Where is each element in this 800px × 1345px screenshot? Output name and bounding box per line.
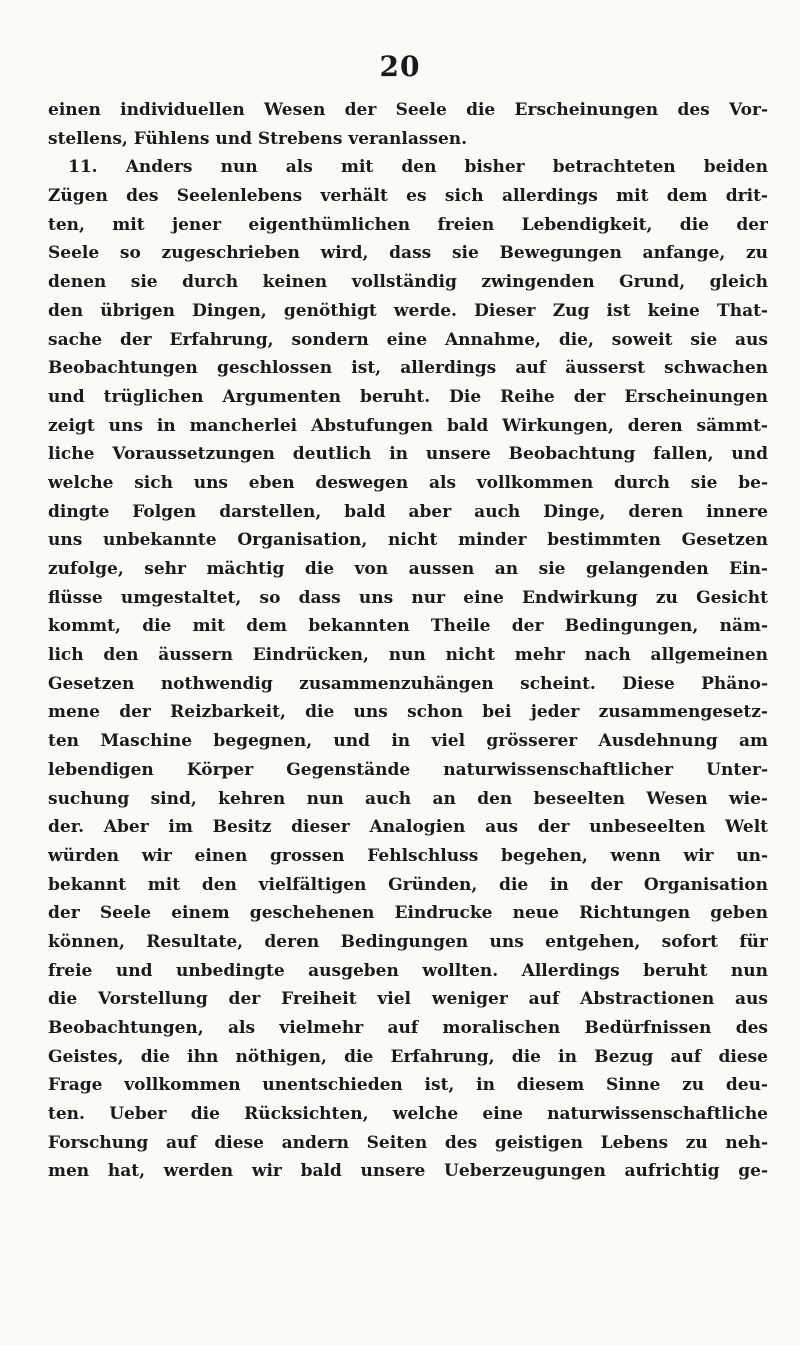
text-line: einen individuellen Wesen der Seele die Erscheinungen des Vor- — [48, 100, 768, 120]
text-line: kommt, die mit dem bekannten Theile der Bedingungen, näm- — [48, 616, 768, 637]
text-line: den übrigen Dingen, genöthigt werde. Dieser Zug ist keine That- — [48, 300, 768, 321]
text-line: Seele so zugeschrieben wird, dass sie Bewegungen anfange, zu — [48, 243, 768, 264]
text-line: Frage vollkommen unentschieden ist, in diesem Sinne zu deu- — [48, 1075, 768, 1096]
text-line: sache der Erfahrung, sondern eine Annahme, die, soweit sie aus — [48, 329, 768, 350]
text-line: suchung sind, kehren nun auch an den beseelten Wesen wie- — [48, 788, 768, 809]
text-line: würden wir einen grossen Fehlschluss begehen, wenn wir un- — [48, 845, 768, 866]
text-line: lebendigen Körper Gegenstände naturwissenschaftlicher Unter- — [48, 759, 768, 780]
text-line: zufolge, sehr mächtig die von aussen an sie gelangenden Ein- — [48, 559, 768, 579]
text-line: Geistes, die ihn nöthigen, die Erfahrung, die in Bezug auf diese — [48, 1046, 768, 1067]
text-line: Zügen des Seelenlebens verhält es sich allerdings mit dem drit- — [48, 186, 768, 207]
text-line: bekannt mit den vielfältigen Gründen, die in der Organisation — [48, 874, 768, 895]
text-line: ten Maschine begegnen, und in viel grösserer Ausdehnung am — [48, 731, 768, 752]
text-line: mene der Reizbarkeit, die uns schon bei jeder zusammengesetz- — [48, 702, 768, 723]
text-line: ten. Ueber die Rücksichten, welche eine naturwissenschaftliche — [48, 1104, 768, 1125]
text-line: uns unbekannte Organisation, nicht minder bestimmten Gesetzen — [48, 530, 768, 551]
text-line: lich den äussern Eindrücken, nun nicht mehr nach allgemeinen — [48, 645, 768, 666]
text-line: und trüglichen Argumenten beruht. Die Reihe der Erscheinungen — [48, 386, 768, 407]
text-line: Gesetzen nothwendig zusammenzuhängen scheint. Diese Phäno- — [48, 673, 768, 694]
text-line: stellens, Fühlens und Strebens veranlassen. — [48, 128, 468, 149]
page-number: 20 — [379, 50, 421, 83]
text-line: der. Aber im Besitz dieser Analogien aus der unbeseelten Welt — [48, 817, 768, 838]
text-line: freie und unbedingte ausgeben wollten. Allerdings beruht nun — [48, 960, 768, 981]
body-text — [48, 96, 768, 1186]
text-line: welche sich uns eben deswegen als vollkommen durch sie be- — [48, 472, 768, 493]
text-line: Forschung auf diese andern Seiten des geistigen Lebens zu neh- — [48, 1132, 768, 1153]
text-line: liche Voraussetzungen deutlich in unsere Beobachtung fallen, und — [48, 444, 768, 465]
text-line: die Vorstellung der Freiheit viel weniger auf Abstractionen aus — [48, 989, 768, 1010]
text-line: flüsse umgestaltet, so dass uns nur eine Endwirkung zu Gesicht — [48, 587, 768, 608]
text-line: ten, mit jener eigenthümlichen freien Lebendigkeit, die der — [48, 214, 768, 235]
text-line: der Seele einem geschehenen Eindrucke neue Richtungen geben — [48, 903, 768, 924]
text-line: Beobachtungen geschlossen ist, allerdings auf äusserst schwachen — [48, 358, 768, 379]
text-line: Beobachtungen, als vielmehr auf moralischen Bedürfnissen des — [48, 1018, 768, 1038]
text-line: dingte Folgen darstellen, bald aber auch Dinge, deren innere — [48, 501, 768, 522]
text-line: zeigt uns in mancherlei Abstufungen bald Wirkungen, deren sämmt- — [48, 415, 768, 436]
text-line: denen sie durch keinen vollständig zwingenden Grund, gleich — [48, 272, 768, 293]
text-line: können, Resultate, deren Bedingungen uns entgehen, sofort für — [48, 931, 768, 952]
text-line: men hat, werden wir bald unsere Ueberzeugungen aufrichtig ge- — [48, 1161, 768, 1182]
text-line: 11. Anders nun als mit den bisher betrachteten beiden — [68, 157, 768, 178]
